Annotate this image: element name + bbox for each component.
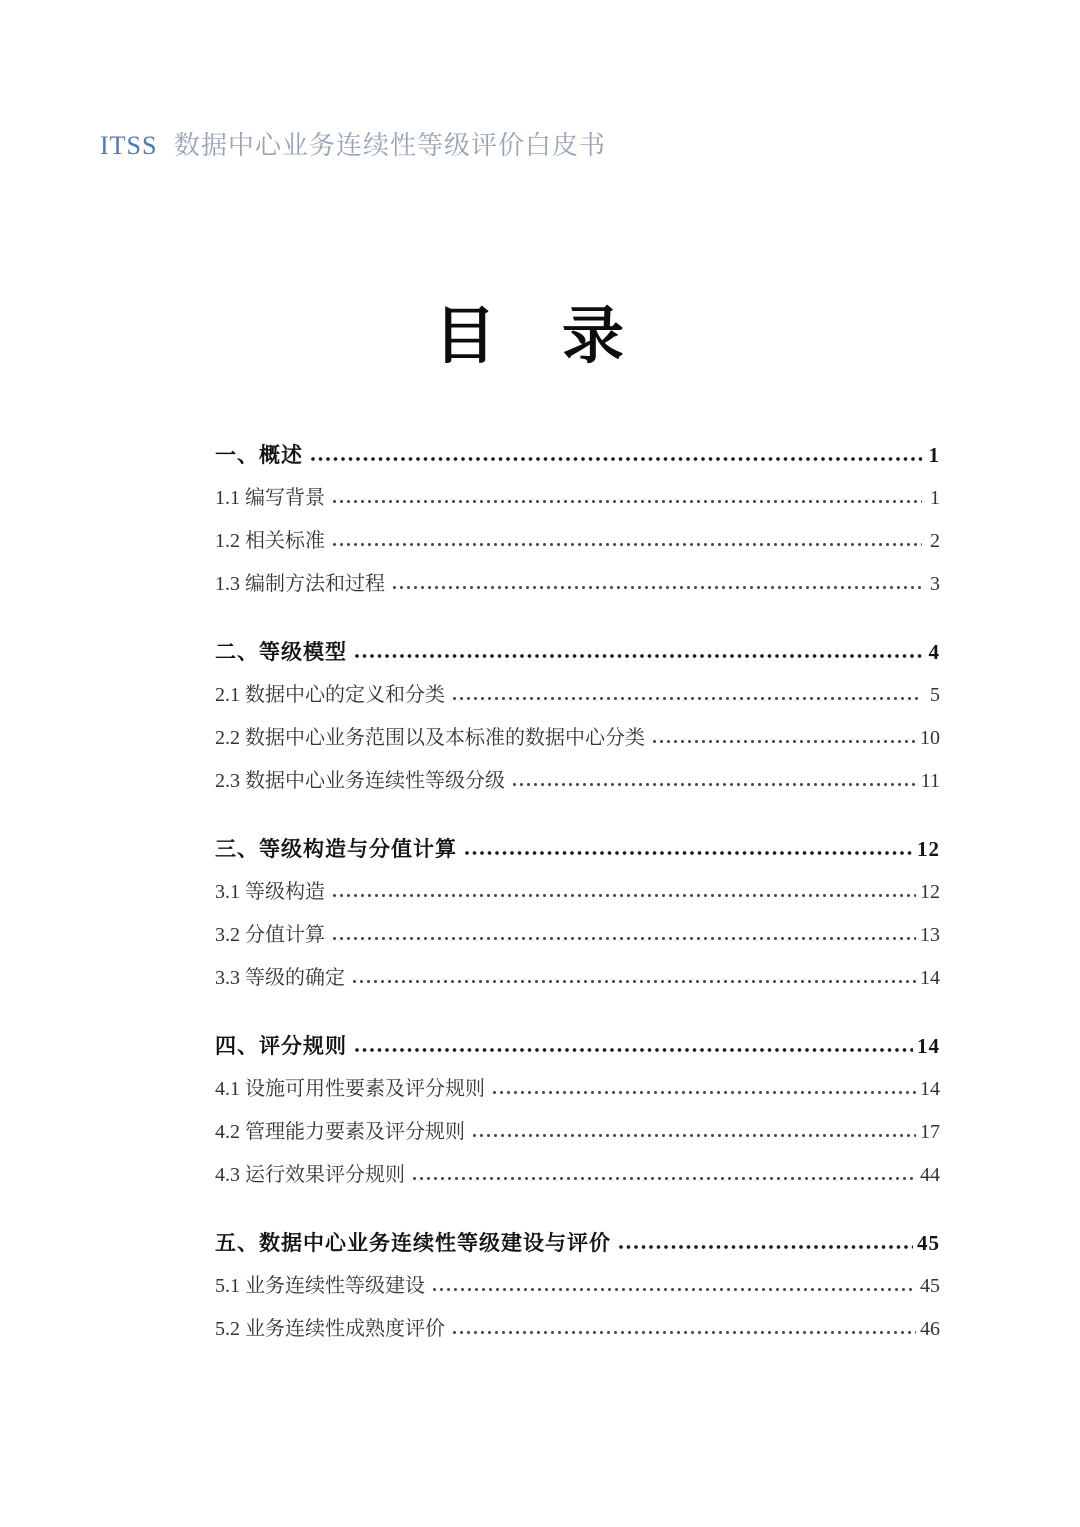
toc-page-number: 2 xyxy=(930,530,940,552)
toc-entry-label: 一、概述 xyxy=(215,443,303,467)
toc-entry xyxy=(215,682,940,709)
toc-page-number: 14 xyxy=(917,1034,940,1058)
toc-entry xyxy=(215,725,940,752)
toc-entry xyxy=(215,1076,940,1103)
document-header xyxy=(100,130,606,162)
toc-entry-label: 5.1 业务连续性等级建设 xyxy=(215,1275,425,1297)
toc-entry-label: 3.1 等级构造 xyxy=(215,881,325,903)
toc-section xyxy=(215,442,940,598)
toc-page-number: 12 xyxy=(920,881,940,903)
toc-entry-label: 1.1 编写背景 xyxy=(215,487,325,509)
document-header-title: 数据中心业务连续性等级评价白皮书 xyxy=(173,131,606,160)
toc-entry-label: 4.1 设施可用性要素及评分规则 xyxy=(215,1078,485,1100)
toc-entry-label: 5.2 业务连续性成熟度评价 xyxy=(215,1318,445,1340)
toc-page-number: 13 xyxy=(920,924,940,946)
toc-page-number: 4 xyxy=(928,640,940,664)
dot-leader xyxy=(392,585,922,590)
dot-leader xyxy=(354,653,922,659)
toc-entry-label: 1.2 相关标准 xyxy=(215,530,325,552)
dot-leader xyxy=(618,1244,913,1250)
toc-page-number: 14 xyxy=(920,967,940,989)
toc-section-heading xyxy=(215,1230,940,1257)
toc-entry-label: 3.3 等级的确定 xyxy=(215,967,345,989)
toc-section xyxy=(215,836,940,992)
toc-page-number: 14 xyxy=(920,1078,940,1100)
toc-entry-label: 五、数据中心业务连续性等级建设与评价 xyxy=(215,1231,611,1255)
toc-entry xyxy=(215,768,940,795)
toc-page-number: 1 xyxy=(930,487,940,509)
dot-leader xyxy=(452,696,922,701)
toc-page-number: 46 xyxy=(920,1318,940,1340)
dot-leader xyxy=(472,1133,916,1138)
toc-section-heading xyxy=(215,836,940,863)
toc-entry xyxy=(215,922,940,949)
dot-leader xyxy=(652,739,916,744)
toc-entry-label: 3.2 分值计算 xyxy=(215,924,325,946)
toc-entry-label: 2.1 数据中心的定义和分类 xyxy=(215,684,445,706)
toc-section xyxy=(215,1033,940,1189)
toc-entry xyxy=(215,571,940,598)
toc-page-number: 17 xyxy=(920,1121,940,1143)
dot-leader xyxy=(432,1287,916,1292)
toc-entry-label: 二、等级模型 xyxy=(215,640,347,664)
dot-leader xyxy=(332,499,922,504)
toc-section xyxy=(215,1230,940,1343)
table-of-contents xyxy=(215,442,940,1359)
toc-section xyxy=(215,639,940,795)
dot-leader xyxy=(310,456,922,462)
toc-entry xyxy=(215,1162,940,1189)
toc-entry xyxy=(215,485,940,512)
toc-entry xyxy=(215,1119,940,1146)
dot-leader xyxy=(452,1330,916,1335)
dot-leader xyxy=(332,936,916,941)
toc-title: 目 录 xyxy=(433,303,626,371)
toc-section-heading xyxy=(215,639,940,666)
toc-entry-label: 4.2 管理能力要素及评分规则 xyxy=(215,1121,465,1143)
itss-brand-text: ITSS xyxy=(100,131,158,160)
toc-page-number: 5 xyxy=(930,684,940,706)
toc-section-heading xyxy=(215,442,940,469)
dot-leader xyxy=(512,782,917,787)
toc-entry-label: 四、评分规则 xyxy=(215,1034,347,1058)
toc-page-number: 44 xyxy=(920,1164,940,1186)
dot-leader xyxy=(412,1176,916,1181)
toc-page-number: 11 xyxy=(920,770,940,792)
dot-leader xyxy=(492,1090,916,1095)
dot-leader xyxy=(332,893,916,898)
toc-page-number: 12 xyxy=(917,837,940,861)
toc-page-number: 3 xyxy=(930,573,940,595)
toc-entry-label: 2.2 数据中心业务范围以及本标准的数据中心分类 xyxy=(215,727,645,749)
toc-entry xyxy=(215,879,940,906)
toc-page-number: 45 xyxy=(920,1275,940,1297)
dot-leader xyxy=(354,1047,913,1053)
dot-leader xyxy=(464,850,913,856)
toc-entry xyxy=(215,1316,940,1343)
toc-page-number: 1 xyxy=(928,443,940,467)
toc-page-number: 10 xyxy=(920,727,940,749)
dot-leader xyxy=(352,979,916,984)
toc-section-heading xyxy=(215,1033,940,1060)
toc-entry xyxy=(215,528,940,555)
toc-entry xyxy=(215,965,940,992)
dot-leader xyxy=(332,542,922,547)
toc-entry-label: 2.3 数据中心业务连续性等级分级 xyxy=(215,770,505,792)
toc-entry-label: 1.3 编制方法和过程 xyxy=(215,573,385,595)
toc-entry xyxy=(215,1273,940,1300)
toc-entry-label: 三、等级构造与分值计算 xyxy=(215,837,457,861)
toc-entry-label: 4.3 运行效果评分规则 xyxy=(215,1164,405,1186)
toc-page-number: 45 xyxy=(917,1231,940,1255)
